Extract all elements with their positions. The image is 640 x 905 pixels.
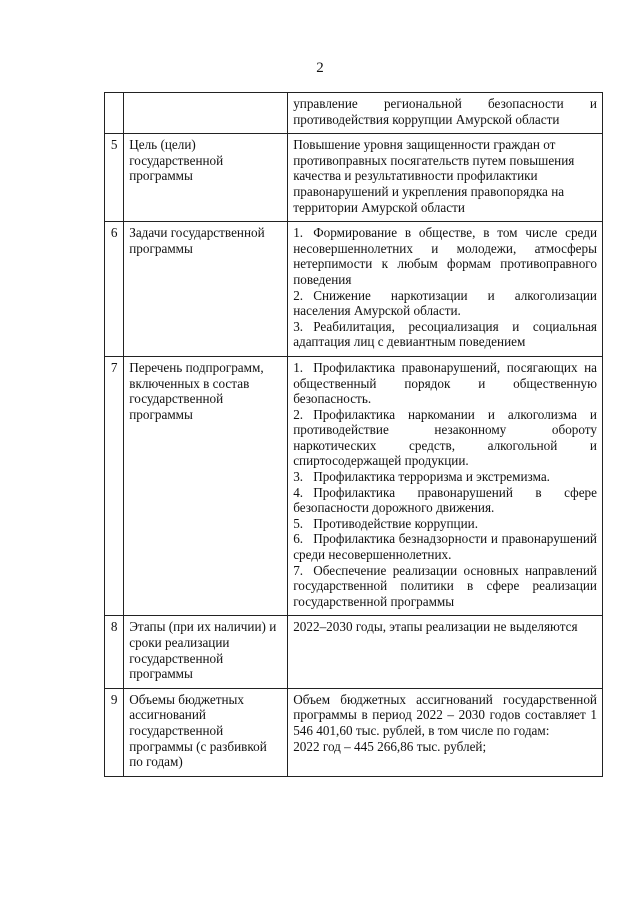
list-item: 6. Профилактика безнадзорности и правонарушений среди несовершеннолетних. bbox=[293, 531, 597, 563]
budget-year-2022: 2022 год – 445 266,86 тыс. рублей; bbox=[293, 738, 487, 754]
table-row bbox=[105, 616, 603, 688]
row-value: Повышение уровня защищенности граждан от противоправных посягательств путем повышения качества и результативности профилактики правонарушений и укрепления правопорядка на территории Амурской области bbox=[288, 134, 603, 222]
table-row bbox=[105, 222, 603, 357]
table-row bbox=[105, 93, 603, 134]
row-value: 2022–2030 годы, этапы реализации не выделяются bbox=[288, 616, 603, 688]
row-name: Перечень подпрограмм, включенных в состав государственной программы bbox=[124, 356, 288, 616]
row-name: Этапы (при их наличии) и сроки реализации государственной программы bbox=[124, 616, 288, 688]
row-name bbox=[124, 93, 288, 134]
row-name: Объемы бюджетных ассигнований государственной программы (с разбивкой по годам) bbox=[124, 688, 288, 776]
list-item: 7. Обеспечение реализации основных направлений государственной политики в сфере реализации государственной программы bbox=[293, 562, 597, 609]
row-value bbox=[288, 222, 603, 357]
list-item: 1. Профилактика правонарушений, посягающих на общественный порядок и общественную безопасность. bbox=[293, 359, 597, 407]
program-passport-table bbox=[104, 92, 603, 777]
table-row bbox=[105, 134, 603, 222]
row-number: 6 bbox=[105, 222, 124, 357]
list-item: 2. Снижение наркотизации и алкоголизации населения Амурской области. bbox=[293, 287, 597, 319]
budget-total: Объем бюджетных ассигнований государственной программы в период 2022 – 2030 годов составляет 1 546 401,60 тыс. рублей, в том числе по годам: bbox=[293, 691, 597, 738]
row-number: 9 bbox=[105, 688, 124, 776]
row-value bbox=[288, 356, 603, 616]
list-item: 5. Противодействие коррупции. bbox=[293, 515, 479, 531]
page-number: 2 bbox=[316, 60, 324, 76]
list-item: 4. Профилактика правонарушений в сфере безопасности дорожного движения. bbox=[293, 484, 597, 516]
list-item: 2. Профилактика наркомании и алкоголизма и противодействие незаконному обороту наркотических средств, алкогольной и спиртосодержащей продукции. bbox=[293, 406, 597, 469]
row-number bbox=[105, 93, 124, 134]
row-number: 5 bbox=[105, 134, 124, 222]
list-item: 3. Реабилитация, ресоциализация и социальная адаптация лиц с девиантным поведением bbox=[293, 318, 597, 350]
row-name: Задачи государственной программы bbox=[124, 222, 288, 357]
list-item: 3. Профилактика терроризма и экстремизма. bbox=[293, 469, 550, 485]
row-number: 8 bbox=[105, 616, 124, 688]
list-item: 1. Формирование в обществе, в том числе среди несовершеннолетних и молодежи, атмосферы нетерпимости к любым формам противоправного поведения bbox=[293, 225, 597, 287]
row-name: Цель (цели) государственной программы bbox=[124, 134, 288, 222]
row-value bbox=[288, 688, 603, 776]
table-row bbox=[105, 356, 603, 616]
row-value: управление региональной безопасности и противодействия коррупции Амурской области bbox=[288, 93, 603, 134]
row-number: 7 bbox=[105, 356, 124, 616]
table-row bbox=[105, 688, 603, 776]
